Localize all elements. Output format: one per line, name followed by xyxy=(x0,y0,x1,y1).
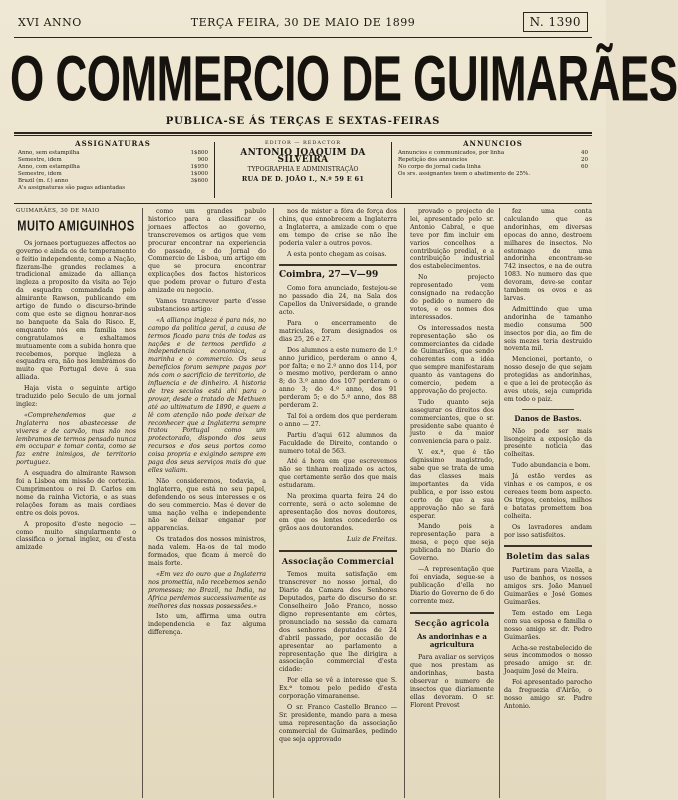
section-heading-associacao: Associação Commercial xyxy=(281,555,395,566)
article-paragraph: Foi apresentado parocho da freguezia d'Airão, o nosso amigo sr. Padre Antonio. xyxy=(504,679,592,710)
article-paragraph: Para avaliar os serviços que nos prestam as andorinhas, basta observar o numero de insectos que diariamente ellas devoram. O sr. Florent Prevost xyxy=(410,654,494,709)
article-paragraph: Partiu d'aqui 612 alumnos da Faculdade de Direito, contando o numero total de 563. xyxy=(279,431,397,455)
section-heading-salas: Boletim das salas xyxy=(506,551,590,562)
price-row: Annuncios e communicados, por linha 40 xyxy=(398,150,588,156)
header-line xyxy=(18,12,588,34)
article-quote: «A alliança ingleza é para nós, no campo da politica geral, a causa de termos ficado para trás de todas as nações e de termos perdido a independencia economica, a marinha e o commercio. Os seus beneficios foram sempre pagos por nós com o sacrificio de territorio, de influencia e de dinheiro. A historia de tres seculos está ahi para o provar, desde o tratado de Methuen até ao ultimatum de 1890, e quem a lê com atenção não pode deixar de reconhecer que a Inglaterra sempre tratou Portugal como um protectorado, dispondo dos seus recursos e dos seus portos como coisa propria e exigindo sempre em paga dos seus serviços mais do que elles valiam. xyxy=(148,316,266,474)
article-quote: «Em vez do ouro que a Inglaterra nos promettia, não recebemos senão promessas; no Brazil, na India, na Africa perdemos successivamente as melhores das nossas possessões.» xyxy=(148,570,266,610)
article-paragraph: Mando pois a representação para a mesa, e peço que seja publicada no Diario do Governo. xyxy=(410,523,494,563)
typography-label: TYPOGRAPHIA E ADMINISTRAÇÃO xyxy=(247,166,359,173)
article-paragraph: Vamos transcrever parte d'esse substancioso artigo: xyxy=(148,297,266,313)
article-paragraph: Tem estado em Lega com sua esposa e familia o nosso amigo sr. dr. Pedro Guimarães. xyxy=(504,609,592,641)
article-paragraph: Dos alumnos a este numero de 1.º anno juridico, perderam o anno 4, por falta; e no 2.º anno dos 114, por o mesmo motivo, perderam o anno 8; do 3.º anno dos 107 perderam o anno 3; do 4.º anno, dos 91 perderam 5; e do 5.º anno, dos 88 perderam 2. xyxy=(279,346,397,410)
article-paragraph: V. ex.ª, que é tão dignissimo magistrado, sabe que se trata de uma das classes mais importantes da vida publica, e por isso estou certo de que a sua approvação não se fará esperar. xyxy=(410,449,494,520)
article-paragraph: Para o encerramento de matriculas, foram designados os dias 25, 26 e 27. xyxy=(279,319,397,343)
price-row: Anno, sem estampilha 1$800 xyxy=(18,150,208,156)
price-row: Repetição dos annuncios 20 xyxy=(398,157,588,163)
column-divider xyxy=(404,208,405,798)
editor-name: ANTONIO JOAQUIM DA SILVEIRA xyxy=(240,148,366,165)
article-paragraph: A esquadra do almirante Rawson foi a Lisboa em missão de cortezia. Cumprimentou o rei D. Carlos em nome da rainha Victoria, e as suas relações foram as mais cordiaes entre os dois povos. xyxy=(16,470,136,517)
price-row: Semestre, idem 900 xyxy=(18,157,208,163)
article-paragraph: Tal foi a ordem dos que perderam o anno — 27. xyxy=(279,412,397,428)
divider xyxy=(504,545,592,547)
article-paragraph: como um grandes pabulo historico para a classificar os jornaes affectos ao governo, transcrevemos os artigos que vem procurar encontrar na experiencia do passado, e do Jornal do Commercio de Lisboa, um artigo em que se procura encontrar explicações dos factos historicos que podem provar o futuro d'esta amizade ou negocio. xyxy=(148,208,266,295)
article-paragraph: Partiram para Vizella, a uso de banhos, os nossos amigos srs. João Manuel Guimarães e José Gomes Guimarães. xyxy=(504,567,592,606)
article-paragraph: Como fora anunciado, festejou-se no passado dia 24, na Sala dos Capellos da Universidade, o grande acto. xyxy=(279,285,397,317)
article-paragraph: Até á hora em que escrevemos não se tinham realizado os actos, que certamente serão dos que mais estudaram. xyxy=(279,458,397,490)
column-1 xyxy=(16,208,136,798)
dateline: GUIMARÃES, 30 DE MAIO xyxy=(16,208,100,214)
divider xyxy=(279,550,397,552)
price-row: Brazil (m. f.) anno 3$600 xyxy=(18,178,208,184)
editor-box xyxy=(222,140,384,200)
article-paragraph: Não consideremos, todavia, a Inglaterra, que está no seu papel, defendendo os seus interesses e os do seu commercio. Mas é dever de uma nação velha e independente não se deixar enganar por apparencias. xyxy=(148,477,266,533)
article-paragraph: Por ella se vê a interesse que S. Ex.ª tomou pelo pedido d'esta corporação vimaranense. xyxy=(279,677,397,701)
divider xyxy=(14,203,592,204)
column-5 xyxy=(504,208,592,798)
divider xyxy=(14,132,592,134)
column-2 xyxy=(148,208,266,798)
issue-number: N. 1390 xyxy=(523,12,588,32)
article-paragraph: Isto um, affirma uma outra independencia e faz alguma differença. xyxy=(148,613,266,637)
column-divider xyxy=(499,208,500,798)
price-row: Semestre, idem 1$000 xyxy=(18,171,208,177)
divider xyxy=(14,37,592,38)
article-paragraph: Acha-se restabelecido de seus incommodos o nosso presado amigo sr. dr. Joaquim José de Meira. xyxy=(504,644,592,676)
article-paragraph: A esta ponto chegam as coisas. xyxy=(287,250,387,258)
section-heading-coimbra: Coimbra, 27—V—99 xyxy=(279,270,379,281)
article-paragraph: Tudo abundancia e bom. xyxy=(512,462,591,470)
article-paragraph: O sr. Franco Castello Branco — Sr. presidente, mando para a mesa uma representação da associação commercial de Guimarães, pedindo que seja approvado xyxy=(279,703,397,743)
article-paragraph: provado o projecto de lei, apresentado pelo sr. Antonio Cabral, e que teve por fim incluir em varios concelhos a contribuição predial, e a contribuição industrial dos estabelecimentos. xyxy=(410,208,494,271)
newspaper-title: O COMMERCIO DE GUIMARÃES xyxy=(10,44,678,116)
article-paragraph: Os lavradores andam por isso satisfeitos. xyxy=(504,523,592,539)
editor-address: RUA DE D. JOÃO I., N.º 59 E 61 xyxy=(241,175,365,183)
article-quote: —A representação que foi enviada, segue-se a publicação d'ella no Diario do Governo de 6 do corrente mez. xyxy=(410,565,495,605)
article-paragraph: A proposito d'este negocio — como muito singularmente o classifica o jornal inglez, ou d'esta amizade xyxy=(16,520,136,552)
price-row: Anno, com estampilha 1$950 xyxy=(18,164,208,170)
column-divider xyxy=(142,208,143,798)
signature: Luiz de Freitas. xyxy=(347,535,397,543)
article-quote: «Comprehendemos que a Inglaterra nos abastecesse de viveres e de carvão, mas não nos lembramos de termos pensado nunca em occupar e tomar conta, como se faz entre inimigos, de territorio portuguez. xyxy=(16,411,136,467)
ads-note: Os srs. assignantes teem o abatimento de 25%. xyxy=(398,171,531,177)
section-subheading-andorinhas: As andorinhas e a agricultura xyxy=(417,632,487,650)
article-paragraph: Tudo quanto seja assegurar os direitos dos commerciantes, que o sr. presidente sabe quanto é justo e da maior conveniencia para o paiz. xyxy=(410,398,494,446)
divider xyxy=(279,264,397,266)
article-paragraph: fez uma conta calculando que as andorinhas, em diversas epocas do anno, destroem milhares de insectos. No estomago de uma andorinha encontram-se 742 insectos, e na de outra 1083. No numero das que devoram, deve-se contar tambem os ovos e as larvas. xyxy=(504,208,592,302)
subscriptions-box xyxy=(18,140,208,200)
editor-label: EDITOR — REDACTOR xyxy=(264,140,342,146)
subscriptions-heading: ASSIGNATURAS xyxy=(75,139,151,148)
article-paragraph: nos de mister a fóra de força dos chins, que ennobrecem a Inglaterra a Inglaterra, a amizade com o que em tempo de crise se não lhe poderia valer a outros povos. xyxy=(279,208,397,247)
article-paragraph: Não pode ser mais lisongeira a exposição da presente noticia das colheitas. xyxy=(504,427,592,459)
subscriptions-note: A's assignaturas são pagas adiantadas xyxy=(18,185,126,191)
divider xyxy=(14,135,592,136)
divider xyxy=(214,142,215,198)
ads-heading: ANNUNCIOS xyxy=(463,139,523,148)
divider xyxy=(410,612,494,614)
article-paragraph: Admittindo que uma andorinha de tamanho medio consuma 500 insectos por dia, ao fim de seis mezes teria destruido noventa mil. xyxy=(504,305,592,353)
article-paragraph: Os tratados dos nossos ministros, nada valem. Ha-os de tal modo formados, que ficam á mercê do mais forte. xyxy=(148,536,266,567)
article-heading: MUITO AMIGUINHOS xyxy=(17,218,135,235)
ads-box xyxy=(398,140,588,200)
column-3 xyxy=(279,208,397,798)
article-paragraph: Temos muita satisfação em transcrever no nosso jornal, do Diario da Camara dos Senhores Deputados, parte do discurso do sr. Conselheiro João Franco, nosso digno representante em côrtes, pronunciado na sessão da camara dos senhores deputados de 24 d'abril passado, por occasião de apresentar ao parlamento a representação que lhe dirigira a associação commercial d'esta cidade: xyxy=(279,571,397,674)
section-heading-agricola: Secção agricola xyxy=(414,617,490,628)
column-divider xyxy=(273,208,274,798)
article-paragraph: Mencionei, portanto, o nosso desejo de que sejam protegidas as andorinhas, e que a lei de protecção ás aves uteis, seja cumprida em todo o paiz. xyxy=(504,356,592,403)
section-heading-bastos: Danos de Bastos. xyxy=(514,413,582,423)
article-paragraph: Os jornaes portuguezes affectos ao governo e ainda os de temperamento e feitio independente, como a Nação, fizeram-lhe grandes reclames a tradicional amizade da alliança ingleza a proposito da visita ao Tejo da esquadra commandada pelo almirante Rawson, publicando em artigo de fundo o discurso-brinde com que este se dignou honrar-nos no banquete da Sala do Risco. E, emquanto nós em familia nos congratulamos e exhaltamos mutuamente com a subida honra que recebemos, porque ingleza a esquadra era, não nos lembrámos do muito que Portugal deve á sua alliada. xyxy=(16,239,137,382)
price-row: No corpo do jornal cada linha 60 xyxy=(398,164,588,170)
divider xyxy=(391,142,392,198)
date-label: TERÇA FEIRA, 30 DE MAIO DE 1899 xyxy=(190,16,416,29)
article-paragraph: Na proxima quarta feira 24 do corrente, será o acto solemne de apresentação dos novos doutores, em que os lentes concederão os grãos aos doutorandos. xyxy=(279,493,397,532)
column-4 xyxy=(410,208,494,798)
article-paragraph: Já estão verdes as vinhas e os campos, e os cereaes teem bom aspecto. Os trigos, centeios, milhos e batatas promettem boa colheita. xyxy=(504,473,592,520)
divider xyxy=(522,409,575,410)
year-label: XVI ANNO xyxy=(18,16,82,29)
article-paragraph: Haja vista o seguinte artigo traduzido pelo Seculo de um jornal inglez: xyxy=(16,385,136,408)
article-paragraph: Os interessados nesta representação são os commerciantes da cidade de Guimarães, que sendo coherentes com a idéa que sempre manifestaram quanto ás vantagens do comercio, pedem a approvação do projecto. xyxy=(410,324,494,395)
newspaper-subtitle: PUBLICA-SE ÁS TERÇAS E SEXTAS-FEIRAS xyxy=(165,116,441,127)
article-paragraph: No projecto representado vem consignado na redacção do pedido o numero de votos, e os nomes dos interessados. xyxy=(410,274,494,321)
